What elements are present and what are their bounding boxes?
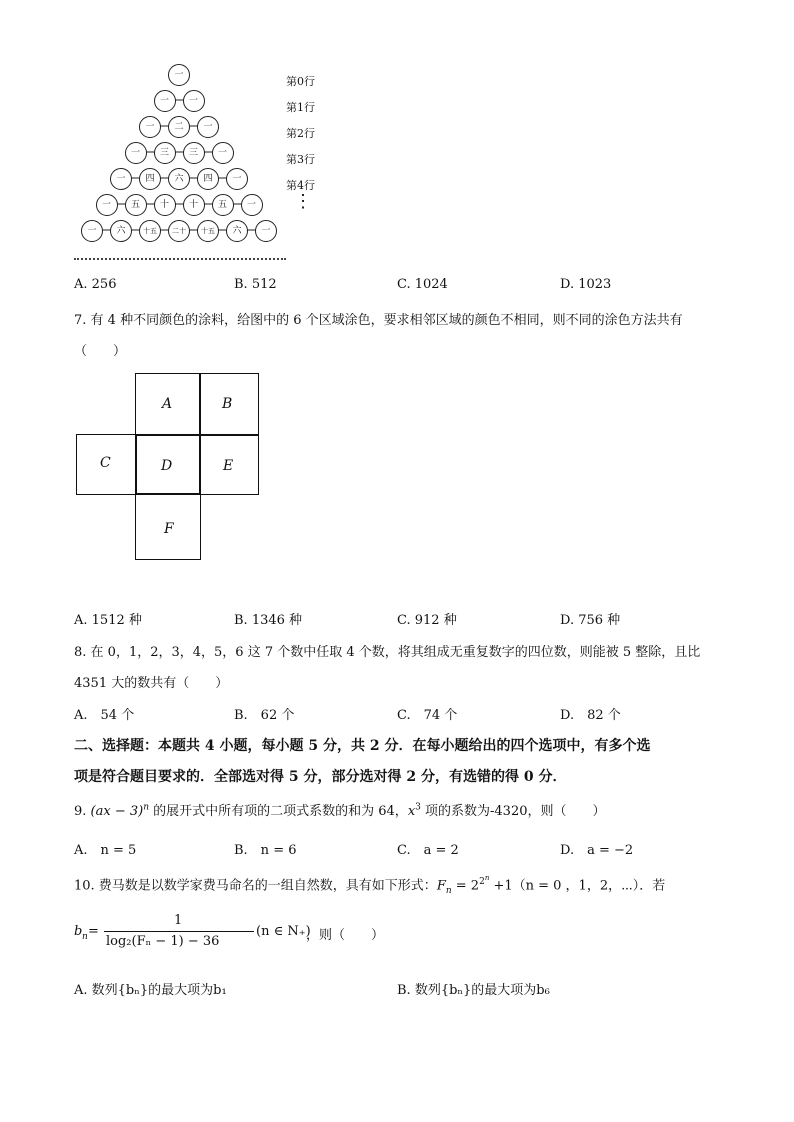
q7-option-d[interactable]: D. 756 种: [560, 613, 621, 628]
q9-expression: (ax − 3): [90, 804, 144, 819]
triangle-cell: 十: [154, 194, 176, 216]
row-label: 第2行: [286, 127, 315, 140]
triangle-cell: 十: [183, 194, 205, 216]
q9-option-a[interactable]: A. n = 5: [74, 843, 137, 858]
q8-option-c[interactable]: C. 74 个: [397, 708, 458, 723]
triangle-cell: 四: [139, 168, 161, 190]
region-label: D: [161, 458, 173, 474]
triangle-cell: 一: [110, 168, 132, 190]
q10-plus: +1: [489, 878, 513, 894]
region-label: A: [162, 396, 173, 412]
triangle-cell: 六: [168, 168, 190, 190]
q10-numerator: 1: [174, 913, 183, 928]
region-label: E: [223, 458, 234, 474]
q9-text: [74, 800, 606, 819]
q6-option-b[interactable]: B. 512: [234, 277, 277, 292]
vertical-ellipsis: ⋮: [294, 191, 312, 212]
region-label: B: [222, 396, 233, 412]
triangle-cell: 一: [183, 90, 205, 112]
q7-option-b[interactable]: B. 1346 种: [234, 613, 303, 628]
q8-text-2: 4351 大的数共有（ ）: [74, 676, 229, 691]
q10-stem: 10. 费马数是以数学家费马命名的一组自然数，具有如下形式：: [74, 878, 437, 894]
triangle-cell: 三: [183, 142, 205, 164]
q7-option-c[interactable]: C. 912 种: [397, 613, 457, 628]
q10-then: ，则（ ）: [306, 928, 385, 943]
q7-blank: （ ）: [74, 344, 127, 359]
triangle-cell: 四: [197, 168, 219, 190]
q10-sup-n: n: [484, 874, 490, 882]
q10-f-sub: n: [445, 885, 452, 896]
q10-f: F: [436, 878, 446, 894]
triangle-cell: 一: [255, 220, 277, 242]
triangle-cell: 一: [154, 90, 176, 112]
region-label: C: [100, 455, 111, 471]
q10-b: b: [74, 924, 83, 939]
q10-eq: = 2: [451, 878, 480, 894]
q9-stem-end: 项的系数为-4320，则（ ）: [420, 804, 606, 819]
pascal-triangle-figure: [70, 62, 300, 267]
triangle-cell: 十五: [197, 220, 219, 242]
triangle-cell: 二: [168, 116, 190, 138]
q9-index: 9.: [74, 804, 91, 819]
triangle-cell: 六: [110, 220, 132, 242]
q9-x: x: [407, 804, 416, 819]
q9-option-d[interactable]: D. a = −2: [560, 843, 634, 858]
q10-denominator: log₂(Fₙ − 1) − 36: [106, 934, 220, 949]
q10-cond2: (n ∈ N₊): [256, 924, 311, 939]
q9-option-c[interactable]: C. a = 2: [397, 843, 459, 858]
q8-option-d[interactable]: D. 82 个: [560, 708, 621, 723]
triangle-cell: 一: [241, 194, 263, 216]
q9-x-exp: 3: [415, 802, 421, 813]
section-heading-2: 项是符合题目要求的．全部选对得 5 分，部分选对得 2 分，有选错的得 0 分．: [74, 769, 567, 785]
q10-cond: （n = 0 ，1，2，⋯）．若: [512, 878, 666, 894]
row-label: 第4行: [286, 179, 315, 192]
triangle-cell: 六: [226, 220, 248, 242]
q10-text: [74, 874, 665, 896]
q7-text: 7. 有 4 种不同颜色的涂料，给图中的 6 个区域涂色，要求相邻区域的颜色不相同，则不同的涂色方法共有: [74, 313, 683, 328]
q10-option-a[interactable]: A. 数列{bₙ}的最大项为b₁: [74, 983, 227, 998]
row-label: 第1行: [286, 101, 315, 114]
triangle-cell: 五: [125, 194, 147, 216]
q7-option-a[interactable]: A. 1512 种: [74, 613, 142, 628]
triangle-cell: 一: [197, 116, 219, 138]
q10-b-sub: n: [82, 932, 88, 942]
q6-option-c[interactable]: C. 1024: [397, 277, 448, 292]
triangle-cell: 一: [226, 168, 248, 190]
row-label: 第0行: [286, 75, 315, 88]
q8-option-a[interactable]: A. 54 个: [74, 708, 135, 723]
q10-b-eq: =: [88, 924, 99, 939]
dotted-baseline: [74, 258, 286, 260]
row-label: 第3行: [286, 153, 315, 166]
q8-text: 8. 在 0，1，2，3，4，5，6 这 7 个数中任取 4 个数，将其组成无重复数字的四位数，则能被 5 整除，且比: [74, 645, 701, 660]
triangle-cell: 五: [212, 194, 234, 216]
region-label: F: [164, 521, 174, 537]
triangle-cell: 一: [212, 142, 234, 164]
triangle-cell: 三: [154, 142, 176, 164]
triangle-cell: 一: [125, 142, 147, 164]
q10-option-b[interactable]: B. 数列{bₙ}的最大项为b₆: [397, 983, 550, 998]
q10-sup: [479, 874, 490, 887]
q9-option-b[interactable]: B. n = 6: [234, 843, 297, 858]
section-heading: 二、选择题：本题共 4 小题，每小题 5 分，共 2 分．在每小题给出的四个选项中，有多个选: [74, 738, 651, 754]
triangle-cell: 一: [96, 194, 118, 216]
triangle-cell: 十五: [139, 220, 161, 242]
triangle-cell: 一: [168, 64, 190, 86]
triangle-cell: 一: [139, 116, 161, 138]
q9-stem: 的展开式中所有项的二项式系数的和为 64，: [149, 804, 408, 819]
triangle-cell: 一: [81, 220, 103, 242]
triangle-cell: 二十: [168, 220, 190, 242]
q6-option-d[interactable]: D. 1023: [560, 277, 612, 292]
q10-sup-2: 2: [479, 877, 485, 887]
q8-option-b[interactable]: B. 62 个: [234, 708, 295, 723]
q9-exponent: n: [143, 802, 149, 813]
q6-option-a[interactable]: A. 256: [74, 277, 117, 292]
fraction-bar: [104, 931, 254, 932]
